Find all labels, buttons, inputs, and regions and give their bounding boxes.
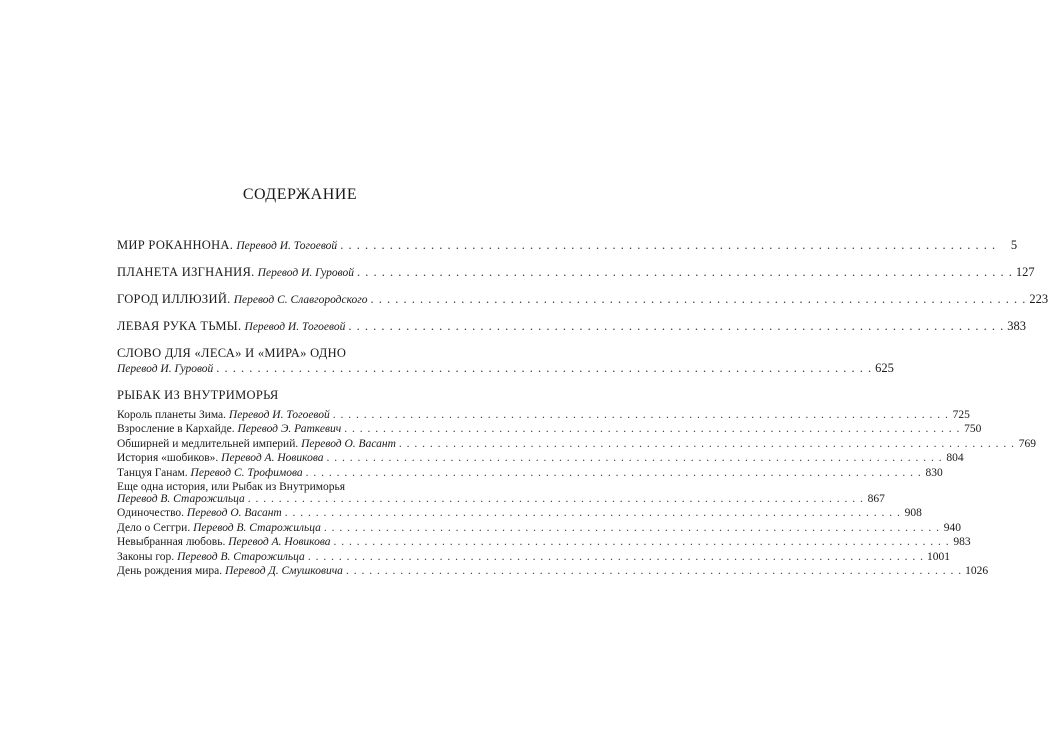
- toc-entry: [117, 409, 970, 421]
- toc-entry: [117, 292, 1048, 307]
- leader-dots: [371, 292, 1027, 307]
- toc-entry: [117, 550, 950, 563]
- entry-page-number: 1026: [965, 564, 989, 577]
- leader-dots: [324, 522, 940, 534]
- entry-title: ГОРОД ИЛЛЮЗИЙ.: [117, 292, 231, 306]
- leader-dots: [308, 551, 924, 563]
- leader-dots: [346, 565, 962, 577]
- entry-translator: Перевод В. Старожильца: [193, 521, 321, 534]
- entry-page-number: 1001: [926, 550, 950, 563]
- entry-title: Танцуя Ганам.: [117, 466, 188, 479]
- leader-dots: [333, 409, 949, 421]
- entry-translator: Перевод В. Старожильца: [117, 492, 245, 505]
- entry-translator: Перевод И. Тогоевой: [228, 409, 330, 421]
- toc-entry: [117, 564, 989, 577]
- entry-page-number: 625: [875, 361, 894, 375]
- entry-title: День рождения мира.: [117, 564, 223, 577]
- toc-entry: [117, 238, 1018, 253]
- entry-translator: Перевод А. Новикова: [228, 536, 331, 549]
- entry-title: СЛОВО ДЛЯ «ЛЕСА» И «МИРА» ОДНО: [117, 346, 347, 360]
- leader-dots: [285, 507, 901, 519]
- entry-title: Взросление в Кархайде.: [117, 423, 235, 436]
- entry-title: Невыбранная любовь.: [117, 536, 226, 549]
- entry-translator: Перевод И. Тогоевой: [236, 240, 338, 252]
- entry-page-number: 908: [904, 507, 922, 520]
- toc-entry: [117, 521, 961, 534]
- leader-dots: [306, 467, 922, 479]
- entry-title: История «шобиков».: [117, 452, 219, 465]
- toc-entry: [117, 423, 982, 436]
- toc-entry: [117, 437, 1037, 450]
- toc-entry: [117, 319, 1027, 334]
- leader-dots: [334, 536, 950, 548]
- entry-title: Законы гор.: [117, 550, 175, 563]
- entry-page-number: 5: [1010, 238, 1018, 252]
- entry-title: Одиночество.: [117, 507, 185, 520]
- leader-dots: [326, 452, 942, 464]
- entry-title: МИР РОКАННОНА.: [117, 238, 234, 252]
- entry-title: ПЛАНЕТА ИЗГНАНИЯ.: [117, 265, 255, 279]
- entry-translator: Перевод В. Старожильца: [177, 550, 305, 563]
- page-title: СОДЕРЖАНИЕ: [242, 186, 358, 203]
- leader-dots: [399, 438, 1015, 450]
- toc-entry: [117, 452, 964, 465]
- entry-translator: Перевод И. Гуровой: [257, 267, 354, 279]
- entry-translator: Перевод С. Трофимова: [190, 466, 303, 479]
- entry-page-number: 127: [1015, 265, 1035, 279]
- toc-entry: [117, 536, 971, 549]
- toc-entry: [117, 507, 922, 520]
- entry-translator: Перевод А. Новикова: [221, 452, 324, 465]
- entry-page-number: 830: [925, 466, 943, 479]
- leader-dots: [357, 265, 1013, 280]
- entry-title: Король планеты Зима.: [117, 409, 227, 421]
- entry-translator: Перевод И. Тогоевой: [244, 321, 346, 333]
- entry-translator: Перевод Э. Раткевич: [237, 423, 342, 436]
- toc-entry: [117, 265, 1035, 280]
- entry-translator: Перевод О. Васант: [301, 437, 396, 450]
- entry-title: Дело о Сеггри.: [117, 521, 191, 534]
- entry-page-number: 867: [867, 492, 885, 505]
- entry-title: ЛЕВАЯ РУКА ТЬМЫ.: [117, 319, 242, 333]
- entry-translator: Перевод О. Васант: [186, 507, 282, 520]
- toc-entry: [117, 466, 943, 479]
- entry-title: Еще одна история, или Рыбак из Внутриморья: [117, 480, 346, 493]
- entry-translator: Перевод И. Гуровой: [117, 363, 214, 375]
- leader-dots: [344, 423, 960, 435]
- toc-entry: [117, 346, 894, 376]
- table-of-contents: [117, 238, 1048, 579]
- entry-page-number: 383: [1007, 319, 1027, 333]
- entry-translator: Перевод Д. Смушковича: [225, 564, 343, 577]
- entry-page-number: 983: [953, 536, 971, 549]
- leader-dots: [348, 319, 1004, 334]
- entry-page-number: 725: [952, 409, 970, 421]
- leader-dots: [216, 361, 872, 376]
- section-heading: РЫБАК ИЗ ВНУТРИМОРЬЯ: [117, 388, 279, 402]
- leader-dots: [340, 238, 996, 253]
- entry-page-number: 769: [1018, 437, 1037, 450]
- entry-translator: Перевод С. Славгородского: [233, 294, 368, 306]
- entry-page-number: 804: [946, 452, 964, 465]
- entry-title: Обширней и медлительней империй.: [117, 437, 299, 450]
- toc-entry: [117, 480, 885, 505]
- entry-page-number: 750: [964, 423, 982, 436]
- entry-page-number: 223: [1029, 292, 1048, 306]
- entry-page-number: 940: [943, 521, 961, 534]
- leader-dots: [248, 493, 864, 505]
